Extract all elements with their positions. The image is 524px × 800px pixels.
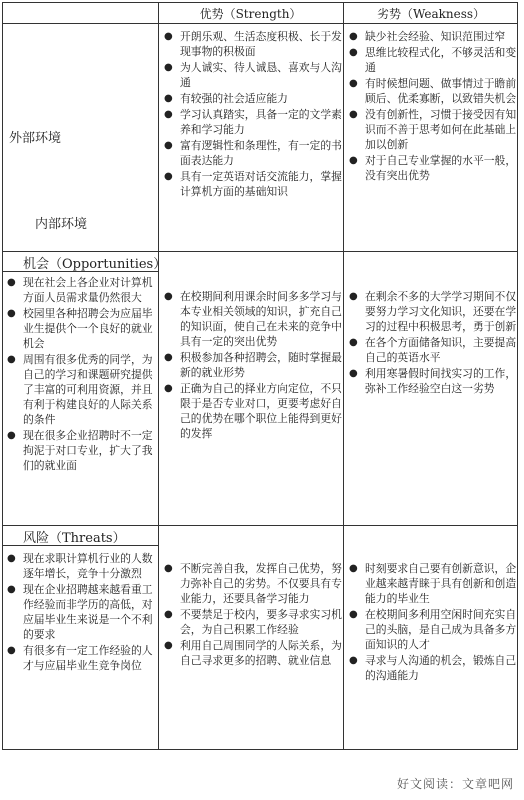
- bullet-icon: ●: [164, 640, 173, 651]
- bullet-icon: ●: [164, 383, 173, 394]
- list-item: [160, 107, 342, 137]
- bullet-icon: ●: [7, 430, 16, 441]
- list-item: [3, 551, 157, 581]
- bullet-icon: ●: [349, 368, 358, 379]
- bullet-icon: ●: [164, 62, 173, 73]
- strengths-cell: [160, 29, 342, 200]
- list-item: [3, 306, 157, 351]
- list-item: [160, 138, 342, 168]
- list-item-text: 寻求与人沟通的机会，锻炼自己的沟通能力: [365, 654, 517, 682]
- label-underline: [3, 271, 158, 272]
- list-item: [345, 607, 517, 652]
- bullet-icon: ●: [164, 140, 173, 151]
- bullet-icon: ●: [7, 645, 16, 656]
- row-divider: [3, 251, 517, 252]
- list-item-text: 在校期间多利用空闲时间充实自己的头脑，是自己成为具备多方面知识的人才: [365, 608, 517, 651]
- list-item-text: 现在求职计算机行业的人数逐年增长，竞争十分激烈: [23, 552, 153, 580]
- list-item-text: 没有创新性，习惯于接受因有知识而不善于思考如何在此基础上加以创新: [365, 108, 517, 151]
- bullet-icon: ●: [7, 553, 16, 564]
- list-item: [345, 29, 517, 44]
- bullet-icon: ●: [164, 109, 173, 120]
- bullet-icon: ●: [349, 291, 358, 302]
- site-watermark: 好文阅读：文章吧网: [396, 777, 514, 791]
- strengths-list: [160, 29, 342, 199]
- bullet-icon: ●: [164, 171, 173, 182]
- list-item-text: 为人诚实、待人诚恳、喜欢与人沟通: [180, 61, 342, 89]
- bullet-icon: ●: [164, 352, 173, 363]
- list-item: [160, 607, 342, 637]
- list-item-text: 正确为自己的择业方向定位，不只限于是否专业对口，更要考虑好自己的优势在哪个职位上能得到更好的发挥: [180, 382, 342, 440]
- list-item: [160, 289, 342, 349]
- list-item-text: 积极参加各种招聘会，随时掌握最新的就业形势: [180, 351, 342, 379]
- list-item-text: 不断完善自我，发挥自己优势，努力弥补自己的劣势。不仅要具有专业能力，还要具备学习能力: [180, 562, 342, 605]
- bullet-icon: ●: [164, 563, 173, 574]
- list-item-text: 缺少社会经验、知识范围过窄: [365, 30, 506, 43]
- col-divider: [158, 3, 159, 749]
- list-item: [3, 352, 157, 427]
- list-item-text: 富有逻辑性和条理性，有一定的书面表达能力: [180, 139, 342, 167]
- threats-cell: [3, 551, 157, 674]
- list-item-text: 利用自己周围同学的人际关系，为自己寻求更多的招聘、就业信息: [180, 639, 342, 667]
- bullet-icon: ●: [349, 337, 358, 348]
- list-item-text: 不要禁足于校内，要多寻求实习机会，为自己积累工作经验: [180, 608, 342, 636]
- label-threats: 风险（Threats）: [23, 531, 126, 546]
- list-item: [345, 653, 517, 683]
- header-strength: 优势（Strength）: [199, 7, 302, 21]
- bullet-icon: ●: [349, 655, 358, 666]
- bullet-icon: ●: [7, 308, 16, 319]
- bullet-icon: ●: [349, 609, 358, 620]
- list-item-text: 有较强的社会适应能力: [180, 92, 288, 105]
- weaknesses-cell: [345, 29, 517, 184]
- bullet-icon: ●: [7, 584, 16, 595]
- list-item-text: 现在企业招聘越来越看重工作经验而非学历的高低，对应届毕业生来说是一个不利的要求: [23, 583, 153, 641]
- list-item-text: 现在很多企业招聘时不一定拘泥于对口专业，扩大了我们的就业面: [23, 429, 153, 472]
- list-item-text: 开朗乐观、生活态度积极、长于发现事物的积极面: [180, 30, 342, 58]
- list-item: [345, 561, 517, 606]
- list-item-text: 具有一定英语对话交流能力，掌握计算机方面的基础知识: [180, 170, 342, 198]
- bullet-icon: ●: [349, 47, 358, 58]
- label-opportunities: 机会（Opportunities）: [23, 257, 167, 272]
- list-item: [3, 643, 157, 673]
- list-item: [3, 428, 157, 473]
- list-item-text: 有时候想问题、做事情过于瞻前顾后、优柔寡断，以致错失机会: [365, 77, 517, 105]
- list-item-text: 在剩余不多的大学学习期间不仅要努力学习文化知识，还要在学习的过程中积极思考，勇于创新: [365, 290, 517, 333]
- opportunities-cell: [3, 275, 157, 474]
- list-item-text: 时刻要求自己要有创新意识，企业越来越青睐于具有创新和创造能力的毕业生: [365, 562, 517, 605]
- list-item: [160, 561, 342, 606]
- list-item-text: 在各个方面储备知识，主要提高自己的英语水平: [365, 336, 517, 364]
- row-divider: [3, 23, 517, 24]
- list-item-text: 周围有很多优秀的同学，为自己的学习和课题研究提供了丰富的可利用资源，并且有利于构建良好的人际关系的条件: [23, 353, 153, 426]
- list-item-text: 思维比较程式化，不够灵活和变通: [365, 46, 517, 74]
- bullet-icon: ●: [349, 563, 358, 574]
- list-item-text: 学习认真踏实，具备一定的文学素养和学习能力: [180, 108, 342, 136]
- list-item: [160, 91, 342, 106]
- so-cell: [160, 289, 342, 442]
- bullet-icon: ●: [7, 277, 16, 288]
- col-divider: [343, 3, 344, 749]
- list-item: [3, 275, 157, 305]
- swot-table: [2, 2, 518, 750]
- label-external: 外部环境: [9, 131, 62, 146]
- bullet-icon: ●: [164, 31, 173, 42]
- list-item: [345, 76, 517, 106]
- bullet-icon: ●: [349, 109, 358, 120]
- st-cell: [160, 561, 342, 669]
- weaknesses-list: [345, 29, 517, 183]
- bullet-icon: ●: [164, 93, 173, 104]
- list-item: [345, 107, 517, 152]
- wt-list: [345, 561, 517, 683]
- wo-list: [345, 289, 517, 396]
- bullet-icon: ●: [164, 291, 173, 302]
- list-item: [345, 45, 517, 75]
- so-list: [160, 289, 342, 441]
- list-item: [345, 289, 517, 334]
- list-item-text: 有很多有一定工作经验的人才与应届毕业生竞争岗位: [23, 644, 153, 672]
- list-item: [160, 29, 342, 59]
- st-list: [160, 561, 342, 668]
- label-internal: 内部环境: [35, 217, 88, 232]
- header-weakness: 劣势（Weakness）: [376, 7, 486, 21]
- list-item: [160, 638, 342, 668]
- list-item-text: 利用寒暑假时间找实习的工作，弥补工作经验空白这一劣势: [365, 367, 517, 395]
- list-item: [3, 582, 157, 642]
- list-item: [345, 366, 517, 396]
- bullet-icon: ●: [164, 609, 173, 620]
- bullet-icon: ●: [7, 354, 16, 365]
- bullet-icon: ●: [349, 31, 358, 42]
- bullet-icon: ●: [349, 78, 358, 89]
- list-item: [345, 335, 517, 365]
- opportunities-list: [3, 275, 157, 473]
- wo-cell: [345, 289, 517, 397]
- wt-cell: [345, 561, 517, 684]
- list-item: [160, 350, 342, 380]
- list-item: [160, 60, 342, 90]
- list-item: [160, 169, 342, 199]
- list-item-text: 现在社会上各企业对计算机方面人员需求量仍然很大: [23, 276, 153, 304]
- bullet-icon: ●: [349, 155, 358, 166]
- list-item-text: 在校期间利用课余时间多多学习与本专业相关领域的知识，扩充自己的知识面，使自己在未来的竞争中具有一定的突出优势: [180, 290, 342, 348]
- label-underline: [3, 545, 158, 546]
- row-divider: [3, 525, 517, 526]
- list-item: [160, 381, 342, 441]
- threats-list: [3, 551, 157, 673]
- list-item-text: 校园里各种招聘会为应届毕业生提供个一个良好的就业机会: [23, 307, 153, 350]
- list-item: [345, 153, 517, 183]
- list-item-text: 对于自己专业掌握的水平一般，没有突出优势: [365, 154, 517, 182]
